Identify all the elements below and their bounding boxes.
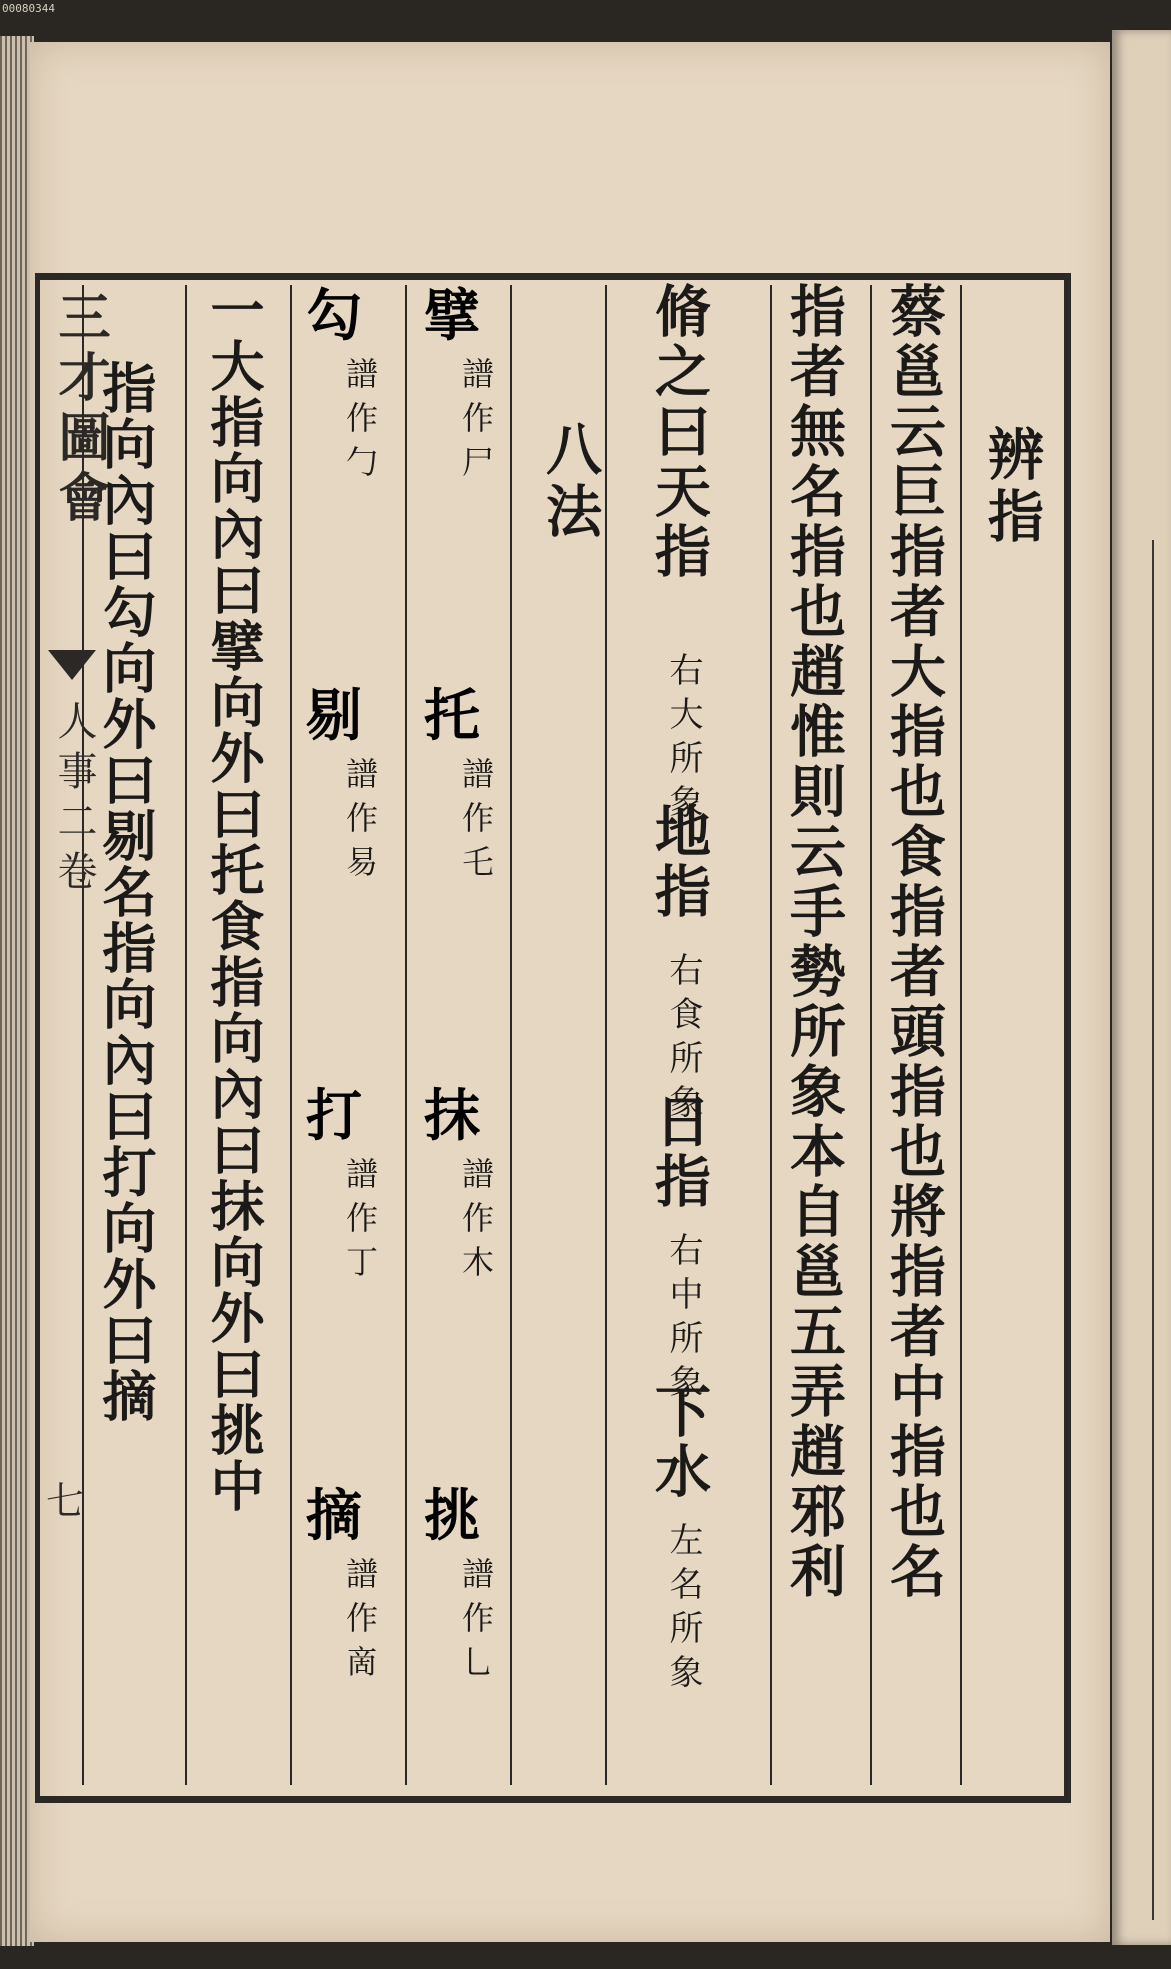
col3-main-a: 脩之曰天指 [646,282,712,582]
col3-main-b: 地指 [646,802,712,922]
margin-juan: 人事二卷 [51,700,97,900]
book-edge [0,36,34,1946]
column-rule [960,285,962,1785]
section-heading-ba-fa: 八法 [537,420,603,544]
glossary-char: 摘 [306,1483,366,1549]
section-heading-bian-zhi: 辨指 [979,425,1045,549]
margin-title: 三才圖會 [49,290,110,530]
glossary-gloss: 譜作尸 [457,357,495,489]
glossary-gloss: 譜作勹 [341,357,379,489]
col3-main-d: 下水 [646,1382,712,1502]
col3-main-c: 日指 [646,1092,712,1212]
glossary-char: 剔 [306,683,366,749]
glossary-gloss: 譜作木 [457,1157,495,1289]
column-rule [185,285,187,1785]
page-id: 00080344 [2,2,55,15]
glossary-char: 勾 [306,283,366,349]
fish-tail-mark [48,650,96,680]
glossary-gloss: 譜作易 [341,757,379,889]
column-rule [405,285,407,1785]
next-page-edge [1112,30,1171,1945]
next-page-rule [1152,540,1154,1920]
glossary-char: 擘 [424,283,484,349]
text-column-3 [625,282,765,1782]
glossary-gloss: 譜作乇 [457,757,495,889]
col3-note-d: 左名所象 [663,1522,703,1698]
body-column-2: 指向內曰勾向外曰剔名指向內曰打向外曰摘 [94,360,158,1424]
column-rule [510,285,512,1785]
glossary-char: 抹 [424,1083,484,1149]
glossary-gloss: 譜作丁 [341,1157,379,1289]
text-column-1: 蔡邕云巨指者大指也食指者頭指也將指者中指也名 [881,282,947,1602]
glossary-gloss: 譜作乚 [457,1557,495,1689]
text-column-2: 指者無名指也趙惟則云手勢所象本自邕五弄趙邪利 [781,282,847,1602]
glossary-gloss: 譜作啇 [341,1557,379,1689]
col3-note-c: 右中所象 [663,1232,703,1408]
column-rule [290,285,292,1785]
glossary-char: 托 [424,683,484,749]
body-column-1: 一大指向內曰擘向外曰托食指向內曰抹向外曰挑中 [202,282,266,1514]
glossary-char: 挑 [424,1483,484,1549]
col3-note-a: 右大所象 [663,652,703,828]
column-rule [770,285,772,1785]
column-rule [870,285,872,1785]
col3-note-b: 右食所象 [663,952,703,1128]
glossary-column-2 [296,282,404,1782]
glossary-char: 打 [306,1083,366,1149]
folio-number: 七 [46,1479,85,1523]
glossary-column-1 [410,282,510,1782]
